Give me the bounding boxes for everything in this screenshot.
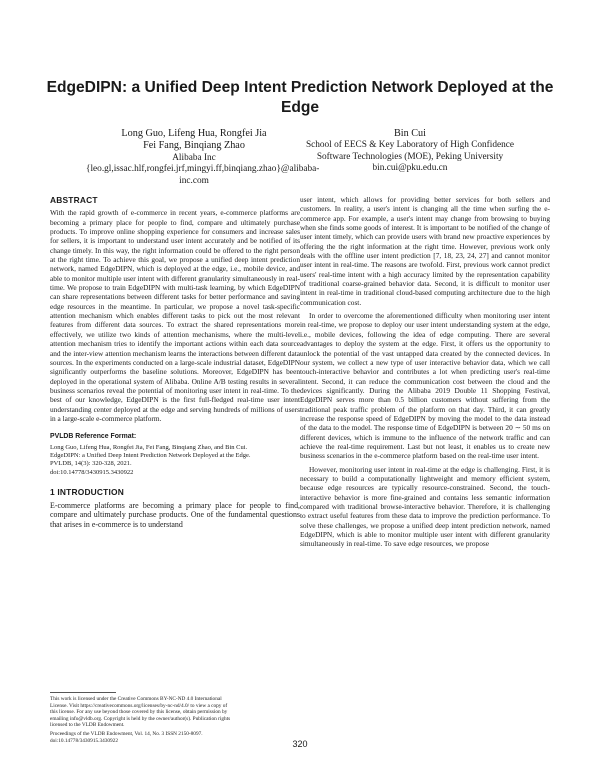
license-notice [50,696,300,729]
author-names-line: Fei Fang, Binqiang Zhao [143,140,245,152]
abstract-text: With the rapid growth of e-commerce in recent years, e-commerce platforms are becoming a primary place for people to find, compare and ultimately purchase products. To improve online shopping experience for consumers and increase sales for sellers, it is important to understand user intent accurately and be notified of its change timely. In this way, the right information could be offered to the right person at the right time. To achieve this goal, we propose a unified deep intent prediction network, named EdgeDIPN, which is deployed at the edge, i.e., mobile device, and able to monitor multiple user intent with different granularity simultaneously in real-time. We propose to train EdgeDIPN with multi-task learning, by which EdgeDIPN can share representations between different tasks for better performance and saving edge resources in the meantime. In particular, we propose a novel task-specific attention mechanism which enables different tasks to pick out the most relevant features from different data sources. To extract the shared representations more effectively, we utilize two kinds of attention mechanisms, where the multi-level attention mechanism tries to identify the important actions within each data source and the inter-view attention mechanism learns the interactions between different data sources. In the experiments conducted on a large-scale industrial dataset, EdgeDIPN significantly outperforms the baseline solutions. Moreover, EdgeDIPN has been deployed in the operational system of Alibaba. Online A/B testing results in several business scenarios reveal the potential of monitoring user intent in real-time. To the best of our knowledge, EdgeDIPN is the first full-fledged real-time user intent understanding center deployed at the edge and serving hundreds of millions of users in a large-scale e-commerce platform. [50,208,300,423]
reference-format-heading: PVLDB Reference Format: [50,433,137,441]
left-column [50,196,300,529]
author-email: {leo.gl,issac.hlf,rongfei.jrf,mingyi.ff,binqiang.zhao}@alibaba- [86,164,320,175]
reference-format [50,444,300,478]
paper-title: EdgeDIPN: a Unified Deep Intent Prediction Network Deployed at the Edge [46,79,554,116]
license-footnote [50,692,300,744]
body-paragraph: In order to overcome the aforementioned difficulty when monitoring user intent in real-time, we propose to deploy our user intent understanding system at the edge, i.e., mobile devices, following the idea of edge computing. There are several advantages to deploy the system at the edge. First, it offers us the opportunity to unlock the potential of the vast untapped data created by the connected devices. In our system, we collect a new type of user interactive behavior data, which we call touch-interactive behavior and contributes a lot when predicting user's real-time intent. Second, it can reduce the communication cost between the cloud and the devices significantly. During the Alibaba 2019 Double 11 Shopping Festival, EdgeDIPN serves more than 0.5 billion customers without suffering from the traditional peak traffic problem of the platform on that day. Third, it can greatly increase the response speed of EdgeDIPN by moving the model to the data instead of the data to the model. The response time of EdgeDIPN is between 20 ∼ 50 ms on different devices, which is immune to the influence of the network traffic and can achieve the real-time requirement. Last but not least, it enables us to create new business scenarios in the e-commerce platform based on the real-time user intent. [300,311,550,461]
license-line: this license. For any use beyond those covered by this license, obtain permission by [50,709,228,716]
right-column [300,195,550,549]
proceedings-line: Proceedings of the VLDB Endowment, Vol. 14, No. 3 ISSN 2150-8097. [50,730,203,737]
reference-line: EdgeDIPN: a Unified Deep Intent Prediction Network Deployed at the Edge. [50,452,251,459]
footnote-divider [50,692,116,693]
author-organization: Software Technologies (MOE), Peking University [316,151,504,162]
author-organization: Alibaba Inc [172,152,216,163]
body-paragraph: However, monitoring user intent in real-time at the edge is challenging. First, it is necessary to build a computationally lightweight and memory efficient system, because edge resources are typically resource-constrained. Second, the touch-interactive behavior is more fine-grained and contains less semantic information compared with traditional browse-interactive behavior. Therefore, it is challenging to extract useful features from these data to improve the prediction performance. To solve these challenges, we propose a unified deep intent prediction network, named EdgeDIPN, which is able to monitor multiple user intent with different granularity simultaneously in real-time. To save edge resources, we propose [300,464,550,549]
introduction-heading: 1 INTRODUCTION [50,487,124,498]
proceedings-doi: doi:10.14778/3430915.3430922 [50,737,118,744]
author-names-line: Bin Cui [394,128,426,139]
reference-line: Long Guo, Lifeng Hua, Rongfei Jia, Fei Fang, Binqiang Zhao, and Bin Cui. [50,443,248,451]
reference-line: PVLDB, 14(3): 320-328, 2021. [50,460,132,468]
author-organization: School of EECS & Key Laboratory of High Confidence [305,140,515,151]
abstract-heading: ABSTRACT [50,195,98,205]
author-email: inc.com [179,175,209,186]
author-block-pku [302,128,518,175]
introduction-text: E-commerce platforms are becoming a primary place for people to find, compare and ultimately purchase products. One of the fundamental questions that arises in e-commerce is to understand [50,500,300,529]
page-number: 320 [292,739,308,749]
author-block-alibaba [86,128,320,187]
license-line: License. Visit https://creativecommons.org/licenses/by-nc-nd/4.0/ to view a copy of [50,702,228,709]
license-line: This work is licensed under the Creative Commons BY-NC-ND 4.0 International [50,696,222,702]
author-names-line: Long Guo, Lifeng Hua, Rongfei Jia [121,128,267,139]
license-line: emailing info@vldb.org. Copyright is held by the owner/author(s). Publication rights [50,715,231,722]
body-paragraph: user intent, which allows for providing better services for both sellers and customers. In reality, a user's intent is changing all the time when surfing the e-commerce app. For example, a user's intent may change from browsing to buying when she finds some goods of interest. It is important to be notified of the change of user intent timely, which can provide users with brand new proactive experiences by offering the the right information at the right time. However, previous work only deals with the offline user intent prediction [7, 18, 23, 24, 27] and cannot monitor user intent in real-time. The reasons are twofold. First, previous work cannot predict users' real-time intent with a high accuracy limited by the representation capability of traditional coarse-grained behavior data. Second, it is difficult to monitor user intent in real-time in traditional cloud-based computing architecture due to the high communication cost. [300,195,550,307]
license-line: licensed to the VLDB Endowment. [50,722,125,729]
author-email: bin.cui@pku.edu.cn [372,163,448,174]
reference-doi: doi:10.14778/3430915.3430922 [50,468,134,476]
